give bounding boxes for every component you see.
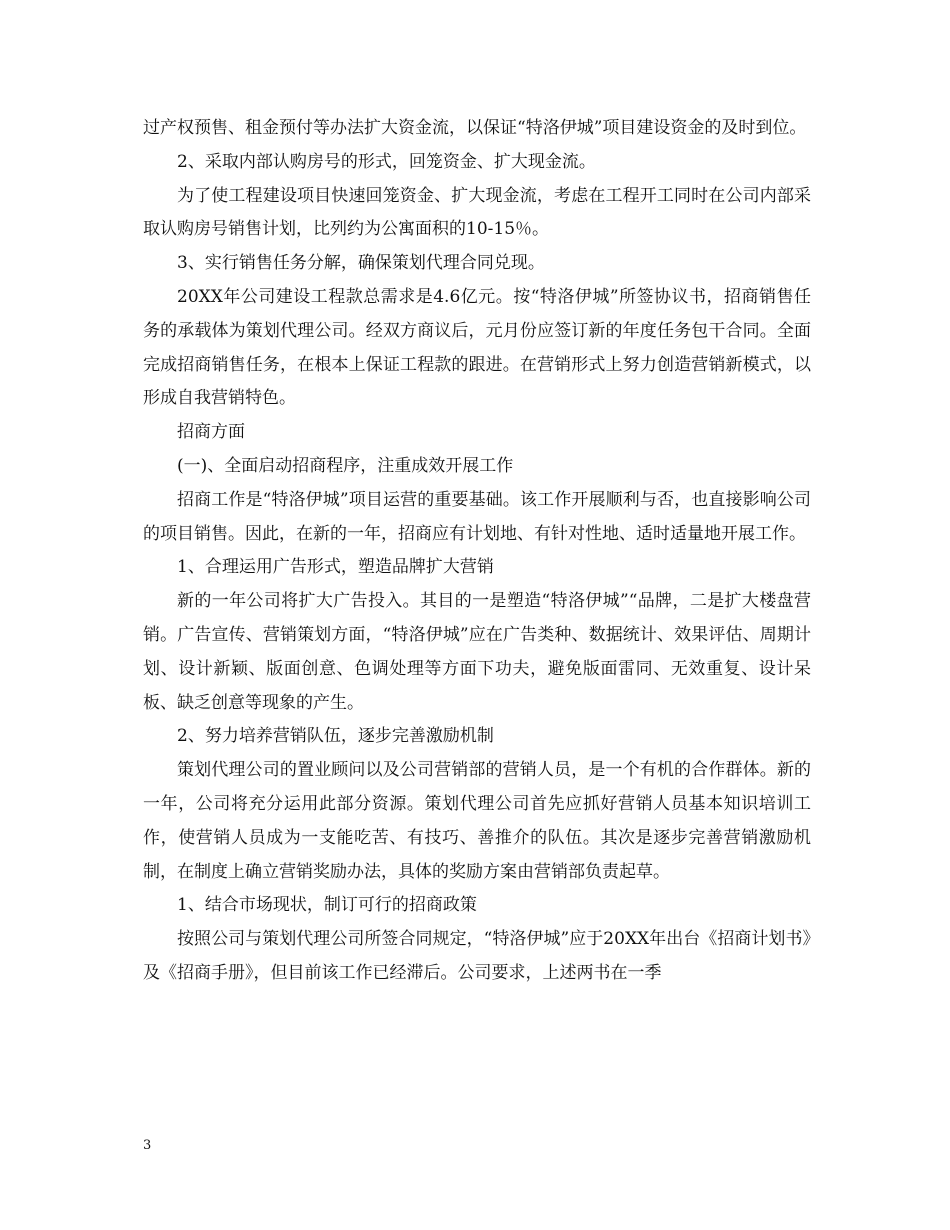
paragraph-8: 招商工作是“特洛伊城”项目运营的重要基础。该工作开展顺利与否，也直接影响公司的项目销售。因此，在新的一年，招商应有计划地、有针对性地、适时适量地开展工作。 bbox=[143, 489, 811, 544]
section-heading-merchant: 招商方面 bbox=[177, 422, 245, 443]
paragraph-14: 按照公司与策划代理公司所签合同规定，“特洛伊城”应于20XX年出台《招商计划书》及《招商手册》，但目前该工作已经滞后。公司要求，上述两书在一季 bbox=[143, 929, 811, 983]
subheading-1: (一)、全面启动招商程序，注重成效开展工作 bbox=[177, 455, 514, 476]
paragraph-4: 3、实行销售任务分解，确保策划代理合同兑现。 bbox=[177, 253, 545, 274]
paragraph-1: 过产权预售、租金预付等办法扩大资金流，以保证“特洛伊城”项目建设资金的及时到位。 bbox=[143, 118, 807, 138]
subheading-policy: 1、结合市场现状，制订可行的招商政策 bbox=[177, 895, 477, 916]
document-body bbox=[143, 112, 811, 991]
paragraph-10: 新的一年公司将扩大广告投入。其目的一是塑造“特洛伊城”“品牌，二是扩大楼盘营销。广告宣传、营销策划方面，“特洛伊城”应在广告类种、数据统计、效果评估、周期计划、设计新颖、版面创意、色调处理等方面下功夫，避免版面雷同、无效重复、设计呆板、缺乏创意等现象的产生。 bbox=[143, 591, 811, 713]
page-number: 3 bbox=[143, 1138, 152, 1153]
paragraph-2: 2、采取内部认购房号的形式，回笼资金、扩大现金流。 bbox=[177, 151, 596, 172]
paragraph-5: 20XX年公司建设工程款总需求是4.6亿元。按“特洛伊城”所签协议书，招商销售任务的承载体为策划代理公司。经双方商议后，元月份应签订新的年度任务包干合同。全面完成招商销售任务，在根本上保证工程款的跟进。在营销形式上努力创造营销新模式，以形成自我营销特色。 bbox=[143, 286, 811, 409]
paragraph-12: 策划代理公司的置业顾问以及公司营销部的营销人员，是一个有机的合作群体。新的一年，公司将充分运用此部分资源。策划代理公司首先应抓好营销人员基本知识培训工作，使营销人员成为一支能吃苦、有技巧、善推介的队伍。其次是逐步完善营销激励机制，在制度上确立营销奖励办法，具体的奖励方案由营销部负责起草。 bbox=[143, 760, 811, 882]
subheading-advertising: 1、合理运用广告形式，塑造品牌扩大营销 bbox=[177, 557, 494, 578]
subheading-sales-team: 2、努力培养营销队伍，逐步完善激励机制 bbox=[177, 726, 494, 747]
paragraph-3: 为了使工程建设项目快速回笼资金、扩大现金流，考虑在工程开工同时在公司内部采取认购房号销售计划，比列约为公寓面积的10-15％。 bbox=[143, 185, 811, 240]
